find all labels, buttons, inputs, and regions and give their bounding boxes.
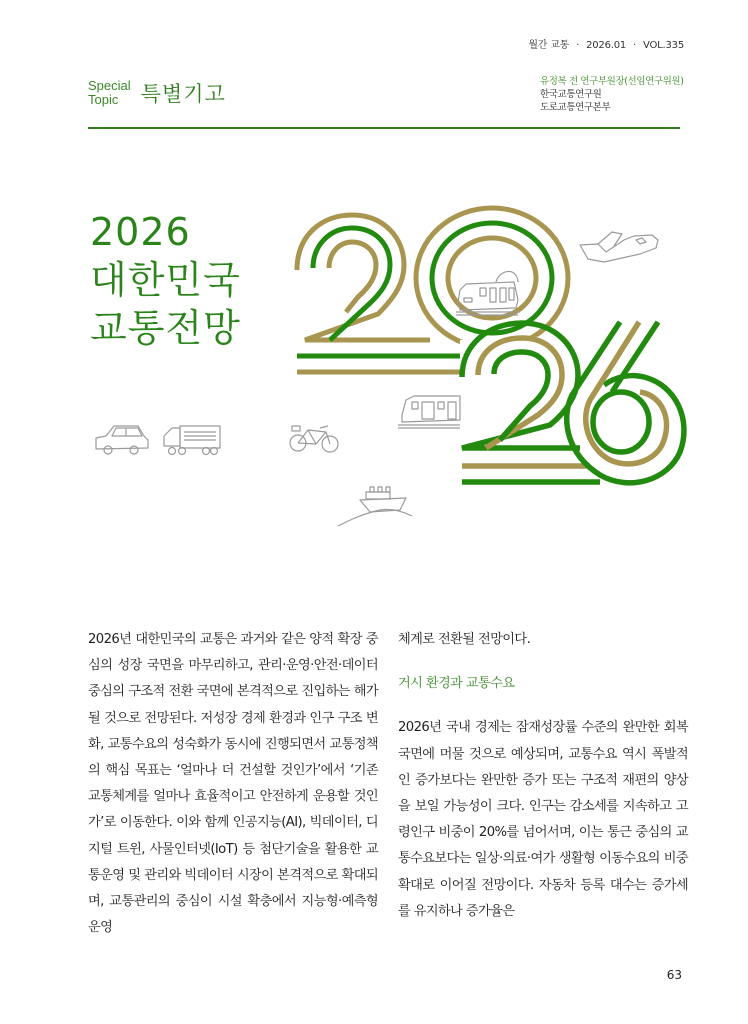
body-paragraph-continuation: 체계로 전환될 전망이다. <box>398 632 531 647</box>
header-divider <box>88 127 680 129</box>
running-head <box>528 36 684 51</box>
author-institute: 한국교통연구원 <box>540 89 602 100</box>
car-icon <box>96 426 148 454</box>
train-icon <box>456 271 520 315</box>
body-paragraph: 2026년 대한민국의 교통은 과거와 같은 양적 확장 중심의 성장 국면을 마무리하고, 관리·운영·안전·데이터 중심의 구조적 전환 국면에 본격적으로 진입하는 해가 될 것으로 전망된다. 저성장 경제 환경과 인구 구조 변화, 교통수요의 성숙화가 동시에 진행되면서 교통정책의 핵심 목표는 ‘얼마나 더 건설할 것인가’에서 ‘기존 교통체계를 얼마나 효율적이고 안전하게 운용할 것인가’로 이동한다. 이와 함께 인공지능(AI), 빅데이터, 디지털 트윈, 사물인터넷(IoT) 등 첨단기술을 활용한 교통운영 및 관리와 빅데이터 시장이 본격적으로 확대되며, 교통관리의 중심이 시설 확충에서 지능형·예측형 운영 <box>88 632 378 936</box>
byline <box>540 75 684 114</box>
tram-icon <box>398 396 460 428</box>
airplane-icon <box>580 232 658 262</box>
title-line-3: 교통전망 <box>90 306 241 350</box>
numeral-0-inner <box>448 238 536 318</box>
numeral-2b-inner <box>494 352 548 440</box>
page-number: 63 <box>666 968 682 982</box>
numeral-2-mid <box>313 228 390 340</box>
separator: · <box>576 40 580 51</box>
body-column-left <box>88 627 378 941</box>
truck-icon <box>164 426 220 455</box>
bicycle-icon <box>290 426 338 452</box>
body-column-right <box>398 627 688 925</box>
issue-date: 2026.01 <box>586 40 627 51</box>
ship-icon <box>338 487 412 526</box>
separator: · <box>633 40 637 51</box>
title-year: 2026 <box>90 210 191 254</box>
numeral-6-inner <box>612 322 658 392</box>
numeral-6-outer <box>567 322 684 483</box>
author-division: 도로교통연구본부 <box>540 102 611 113</box>
numeral-2-inner <box>329 242 376 312</box>
author-name: 유정복 전 연구부원장(선임연구위원) <box>540 76 684 87</box>
numeral-6-loop <box>593 392 649 452</box>
numeral-0-outer <box>416 208 568 348</box>
article-title <box>90 208 241 352</box>
numeral-2b-mid <box>478 338 562 448</box>
title-line-2: 대한민국 <box>90 258 241 302</box>
section-label-ko: 특별기고 <box>140 82 226 106</box>
subheading: 거시 환경과 교통수요 <box>398 676 515 692</box>
numeral-2-outer <box>297 215 430 340</box>
numeral-0-mid <box>432 223 552 333</box>
numeral-2b-outer <box>462 323 580 448</box>
section-label-en: Special Topic <box>88 78 131 107</box>
body-paragraph: 2026년 국내 경제는 잠재성장률 수준의 완만한 회복 국면에 머물 것으로 예상되며, 교통수요 역시 폭발적인 증가보다는 완만한 증가 또는 구조적 재편의 양상을 보일 가능성이 크다. 인구는 감소세를 지속하고 고령인구 비중이 20%를 넘어서며, 이는 통근 중심의 교통수요보다는 일상·의료·여가 생활형 이동수요의 비중 확대로 이어질 전망이다. 자동차 등록 대수는 증가세를 유지하나 증가율은 <box>398 720 688 919</box>
magazine-name: 월간 교통 <box>528 40 570 51</box>
volume-number: VOL.335 <box>643 40 684 51</box>
section-label <box>88 78 226 108</box>
numeral-6-mid <box>586 322 667 464</box>
